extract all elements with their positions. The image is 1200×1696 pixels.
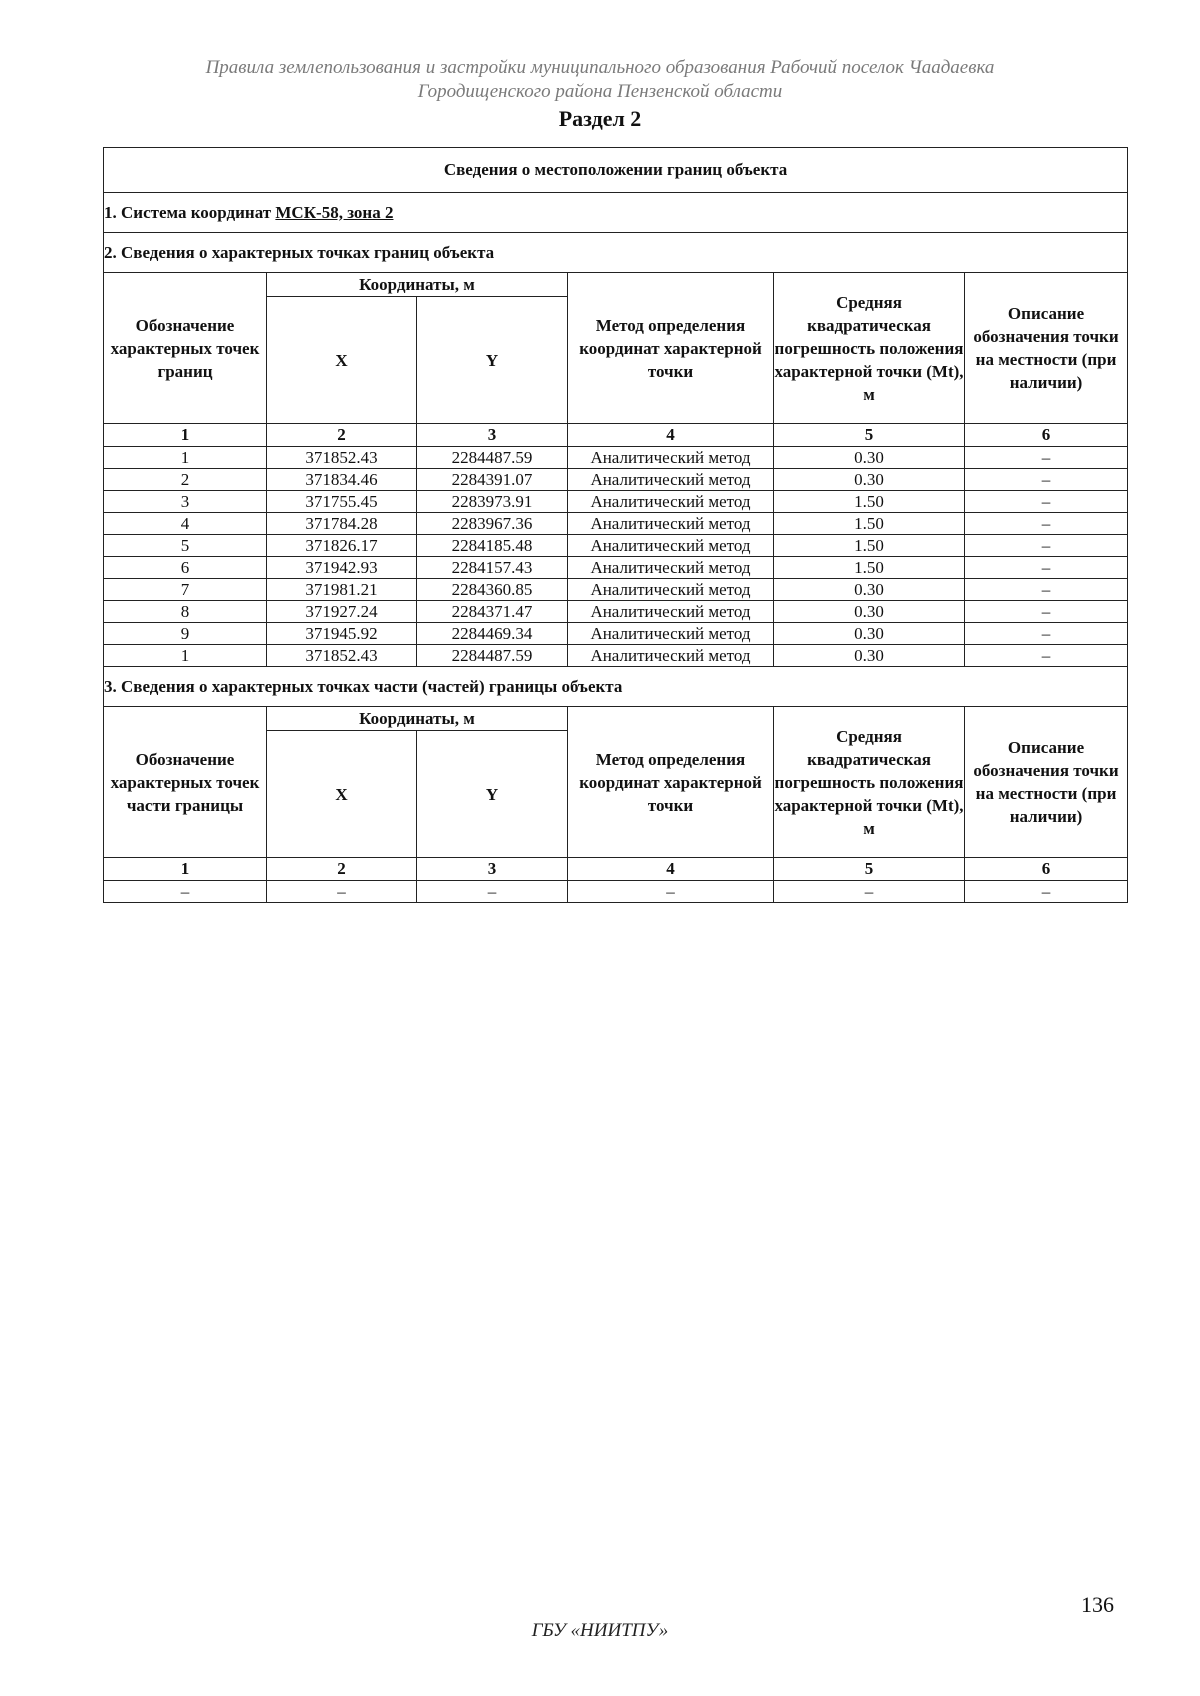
table-cell: – bbox=[965, 513, 1128, 535]
column-number: 4 bbox=[568, 424, 774, 447]
column-number: 2 bbox=[267, 424, 417, 447]
table-cell: Аналитический метод bbox=[568, 535, 774, 557]
column-number: 3 bbox=[417, 424, 568, 447]
document-header-line1: Правила землепользования и застройки муниципального образования Рабочий поселок Чаадаевка bbox=[205, 57, 995, 78]
table-cell: 2284371.47 bbox=[417, 601, 568, 623]
table-cell: 1 bbox=[104, 645, 267, 667]
table-row bbox=[104, 645, 1128, 667]
table-cell: 371981.21 bbox=[267, 579, 417, 601]
column-number-row bbox=[104, 424, 1128, 447]
col-header-error: Средняя квадратическая погрешность положения характерной точки (Mt), м bbox=[774, 273, 965, 424]
table-cell: – bbox=[965, 447, 1128, 469]
table-cell: 0.30 bbox=[774, 645, 965, 667]
table-cell: 9 bbox=[104, 623, 267, 645]
table-cell: – bbox=[965, 645, 1128, 667]
part-col-header-method: Метод определения координат характерной точки bbox=[568, 707, 774, 858]
table-cell: 2 bbox=[104, 469, 267, 491]
part-col-header-y: Y bbox=[417, 731, 568, 858]
column-number: 6 bbox=[965, 858, 1128, 881]
table-cell: – bbox=[965, 601, 1128, 623]
coordinate-system-row bbox=[104, 193, 1128, 233]
table-cell: 6 bbox=[104, 557, 267, 579]
col-header-method: Метод определения координат характерной точки bbox=[568, 273, 774, 424]
table-cell: – bbox=[104, 881, 267, 903]
column-number: 3 bbox=[417, 858, 568, 881]
coordinate-system-label: 1. Система координат bbox=[104, 202, 272, 222]
section2-title: 2. Сведения о характерных точках границ объекта bbox=[104, 233, 1128, 273]
table-cell: 0.30 bbox=[774, 447, 965, 469]
table-cell: – bbox=[965, 557, 1128, 579]
table-cell: 0.30 bbox=[774, 469, 965, 491]
table-title: Сведения о местоположении границ объекта bbox=[104, 148, 1128, 193]
part-col-header-coords: Координаты, м bbox=[267, 707, 568, 731]
table-row bbox=[104, 491, 1128, 513]
column-number: 6 bbox=[965, 424, 1128, 447]
table-cell: – bbox=[965, 491, 1128, 513]
footer-organization: ГБУ «НИИТПУ» bbox=[531, 1620, 669, 1641]
table-cell: – bbox=[774, 881, 965, 903]
table-cell: Аналитический метод bbox=[568, 557, 774, 579]
table-cell: – bbox=[267, 881, 417, 903]
col-header-y: Y bbox=[417, 297, 568, 424]
table-cell: 371852.43 bbox=[267, 447, 417, 469]
table-cell: Аналитический метод bbox=[568, 513, 774, 535]
table-cell: 1.50 bbox=[774, 513, 965, 535]
table-cell: 2284391.07 bbox=[417, 469, 568, 491]
table-cell: Аналитический метод bbox=[568, 469, 774, 491]
column-number: 1 bbox=[104, 858, 267, 881]
table-cell: 1 bbox=[104, 447, 267, 469]
table-cell: – bbox=[965, 623, 1128, 645]
table-row bbox=[104, 557, 1128, 579]
table-cell: 371826.17 bbox=[267, 535, 417, 557]
table-cell: Аналитический метод bbox=[568, 645, 774, 667]
table-cell: 7 bbox=[104, 579, 267, 601]
table-cell: Аналитический метод bbox=[568, 447, 774, 469]
table-row bbox=[104, 535, 1128, 557]
coordinate-system-value: МСК-58, зона 2 bbox=[275, 202, 394, 222]
table-cell: 0.30 bbox=[774, 579, 965, 601]
table-cell: 2284487.59 bbox=[417, 645, 568, 667]
table-cell: – bbox=[965, 881, 1128, 903]
table-cell: Аналитический метод bbox=[568, 579, 774, 601]
table-cell: 371784.28 bbox=[267, 513, 417, 535]
col-header-description: Описание обозначения точки на местности (при наличии) bbox=[965, 273, 1128, 424]
table-cell: 0.30 bbox=[774, 623, 965, 645]
column-number: 5 bbox=[774, 424, 965, 447]
table-row bbox=[104, 469, 1128, 491]
section3-title: 3. Сведения о характерных точках части (частей) границы объекта bbox=[104, 667, 1128, 707]
col-header-designation: Обозначение характерных точек границ bbox=[104, 273, 267, 424]
part-column-number-row bbox=[104, 858, 1128, 881]
table-cell: 1.50 bbox=[774, 535, 965, 557]
column-number: 4 bbox=[568, 858, 774, 881]
table-cell: 2284185.48 bbox=[417, 535, 568, 557]
part-col-header-designation: Обозначение характерных точек части границы bbox=[104, 707, 267, 858]
table-cell: Аналитический метод bbox=[568, 623, 774, 645]
table-cell: Аналитический метод bbox=[568, 601, 774, 623]
table-row bbox=[104, 601, 1128, 623]
section-title: Раздел 2 bbox=[558, 106, 642, 131]
table-cell: 2284487.59 bbox=[417, 447, 568, 469]
table-cell: 8 bbox=[104, 601, 267, 623]
table-cell: – bbox=[417, 881, 568, 903]
table-cell: 2284360.85 bbox=[417, 579, 568, 601]
column-number: 5 bbox=[774, 858, 965, 881]
page-number: 136 bbox=[1081, 1592, 1114, 1617]
table-row bbox=[104, 513, 1128, 535]
part-col-header-error: Средняя квадратическая погрешность положения характерной точки (Mt), м bbox=[774, 707, 965, 858]
table-cell: 5 bbox=[104, 535, 267, 557]
table-cell: 4 bbox=[104, 513, 267, 535]
boundary-table bbox=[103, 147, 1128, 903]
col-header-x: X bbox=[267, 297, 417, 424]
table-cell: – bbox=[568, 881, 774, 903]
table-row bbox=[104, 579, 1128, 601]
table-cell: 371942.93 bbox=[267, 557, 417, 579]
column-number: 1 bbox=[104, 424, 267, 447]
table-cell: 0.30 bbox=[774, 601, 965, 623]
table-cell: 1.50 bbox=[774, 491, 965, 513]
column-number: 2 bbox=[267, 858, 417, 881]
document-header-line2: Городищенского района Пензенской области bbox=[417, 81, 783, 102]
table-cell: – bbox=[965, 535, 1128, 557]
table-cell: 371834.46 bbox=[267, 469, 417, 491]
table-cell: 2283967.36 bbox=[417, 513, 568, 535]
table-cell: – bbox=[965, 469, 1128, 491]
table-cell: 371755.45 bbox=[267, 491, 417, 513]
table-cell: 371945.92 bbox=[267, 623, 417, 645]
table-row bbox=[104, 623, 1128, 645]
col-header-coords: Координаты, м bbox=[267, 273, 568, 297]
table-cell: 2284157.43 bbox=[417, 557, 568, 579]
table-cell: 1.50 bbox=[774, 557, 965, 579]
table-row bbox=[104, 881, 1128, 903]
table-cell: 2283973.91 bbox=[417, 491, 568, 513]
part-col-header-x: X bbox=[267, 731, 417, 858]
table-cell: 371927.24 bbox=[267, 601, 417, 623]
table-cell: 3 bbox=[104, 491, 267, 513]
table-row bbox=[104, 447, 1128, 469]
table-cell: 2284469.34 bbox=[417, 623, 568, 645]
table-cell: Аналитический метод bbox=[568, 491, 774, 513]
table-cell: – bbox=[965, 579, 1128, 601]
table-cell: 371852.43 bbox=[267, 645, 417, 667]
part-col-header-description: Описание обозначения точки на местности (при наличии) bbox=[965, 707, 1128, 858]
